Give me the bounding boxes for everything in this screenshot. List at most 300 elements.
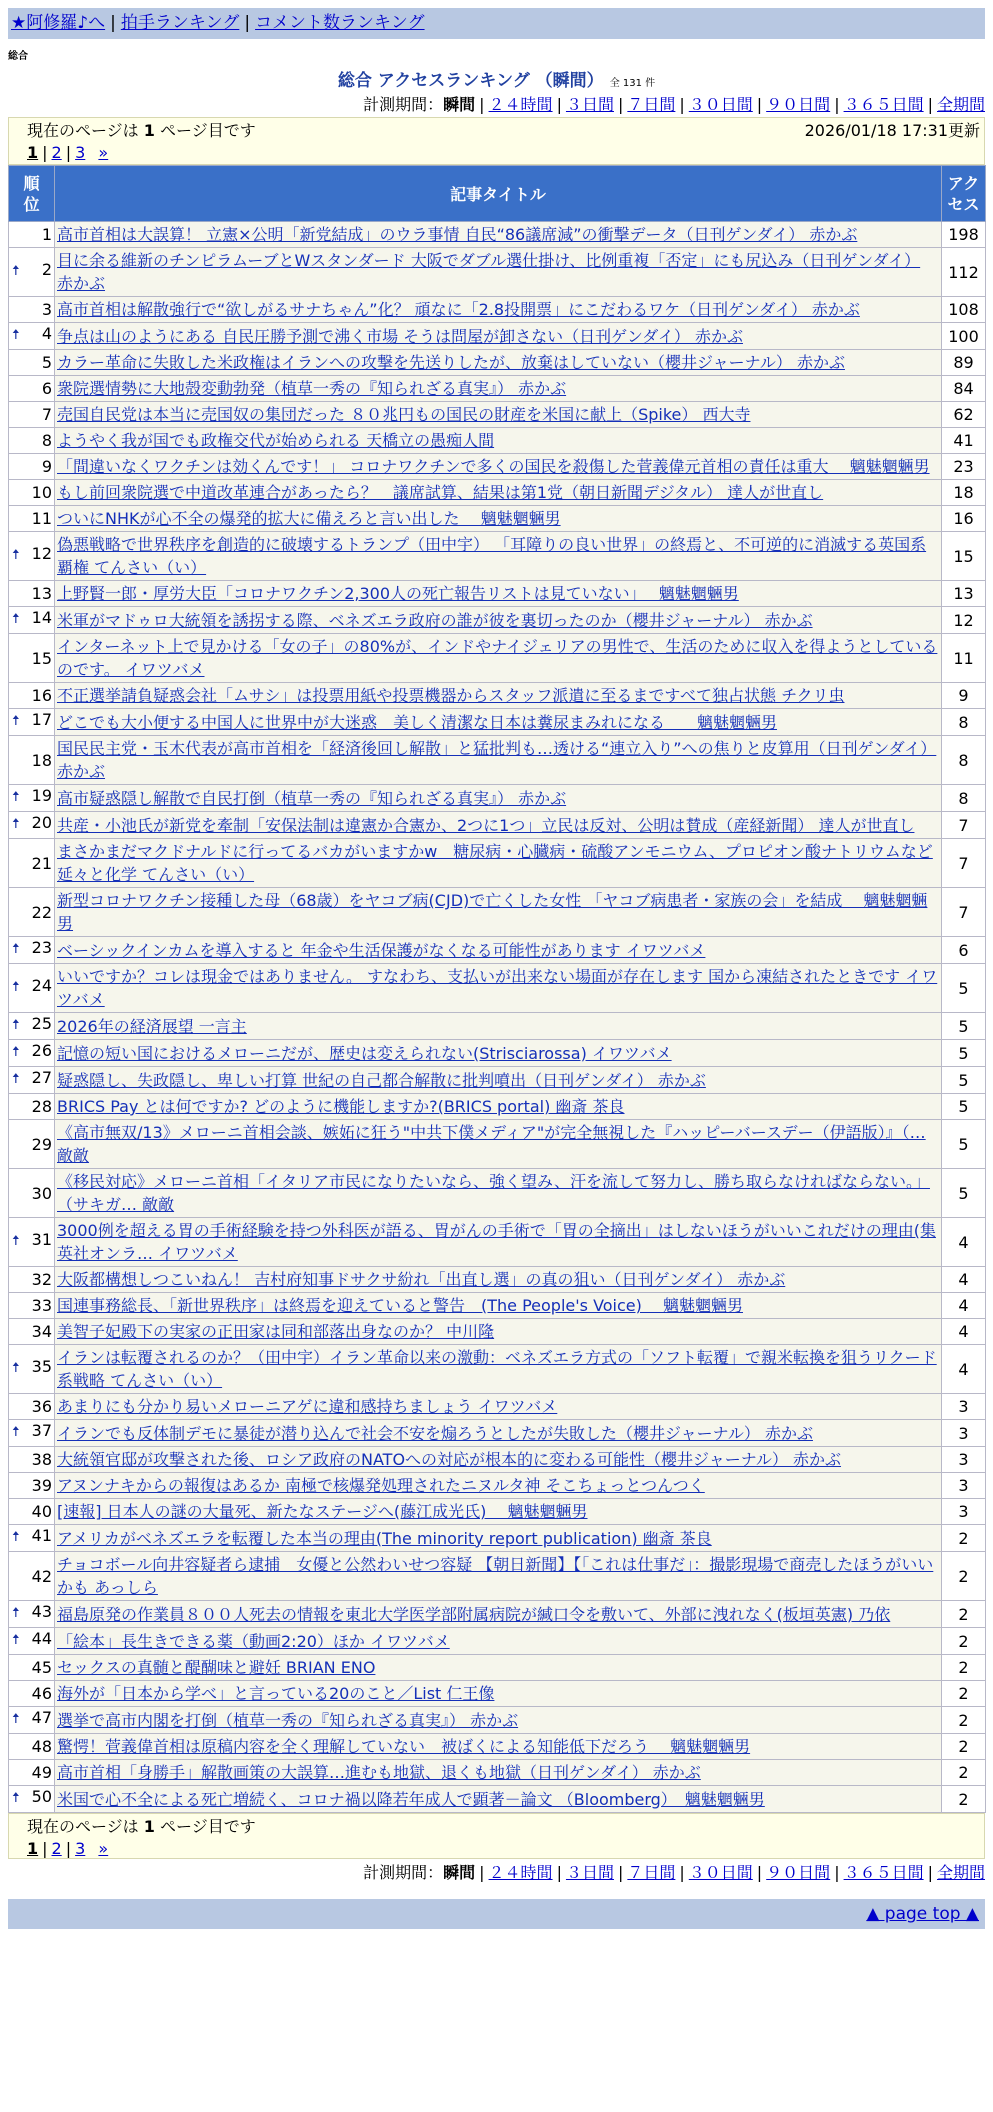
article-title-link[interactable]: 上野賢一郎・厚労大臣「コロナワクチン2,300人の死亡報告リストは見ていない」 魑魅魍魎男 [57, 584, 739, 603]
access-count: 4 [942, 1267, 986, 1293]
access-count: 7 [942, 888, 986, 937]
article-title-link[interactable]: 海外が「日本から学べ」と言っている20のこと／List 仁王像 [57, 1684, 495, 1703]
rank-number: 45 [31, 1658, 52, 1677]
rank-cell [9, 532, 55, 581]
rank-up-arrow-icon: 🠅 [12, 611, 20, 627]
rank-number: 31 [31, 1230, 52, 1249]
table-row [9, 1067, 986, 1094]
rank-cell [9, 607, 55, 634]
article-title-link[interactable]: 疑惑隠し、失政隠し、卑しい打算 世紀の自己都合解散に批判噴出（日刊ゲンダイ） 赤かぶ [57, 1070, 706, 1090]
article-title-link[interactable]: BRICS Pay とは何ですか? どのように機能しますか?(BRICS portal) 幽斎 茶良 [57, 1097, 625, 1116]
article-title-link[interactable]: 高市首相は大誤算！ 立憲×公明「新党結成」のウラ事情 自民“86議席減”の衝撃データ（日刊ゲンダイ） 赤かぶ [57, 225, 858, 244]
period-label: 計測期間： [363, 95, 444, 114]
rank-number: 26 [31, 1041, 52, 1060]
rank-up-arrow-icon: 🠅 [12, 1632, 20, 1648]
access-count: 4 [942, 1218, 986, 1267]
rank-cell [9, 812, 55, 839]
title-cell [55, 709, 942, 736]
rank-number: 29 [31, 1134, 52, 1154]
ranking-table [8, 165, 986, 1813]
rank-cell [9, 888, 55, 937]
article-title-link[interactable]: ようやく我が国でも政権交代が始められる 天橋立の愚痴人間 [57, 431, 495, 450]
access-count: 23 [942, 454, 986, 480]
rank-number: 47 [31, 1708, 52, 1727]
rank-number: 20 [31, 813, 52, 832]
access-count: 5 [942, 1040, 986, 1067]
rank-up-arrow-icon: 🠅 [12, 1044, 20, 1060]
rank-number: 32 [31, 1270, 52, 1289]
period-selector-top [8, 93, 985, 117]
rank-cell [9, 1013, 55, 1040]
rank-number: 6 [41, 379, 52, 398]
title-cell [55, 1760, 942, 1786]
table-row [9, 1681, 986, 1707]
rank-up-arrow-icon: 🠅 [12, 1424, 20, 1440]
period-separator: | [556, 95, 562, 114]
access-count: 5 [942, 964, 986, 1013]
title-cell [55, 683, 942, 709]
rank-up-arrow-icon: 🠅 [12, 1071, 20, 1087]
table-row [9, 402, 986, 428]
access-count: 2 [942, 1760, 986, 1786]
rank-number: 38 [31, 1450, 52, 1469]
rank-number: 33 [31, 1296, 52, 1315]
table-row [9, 1218, 986, 1267]
article-title-link[interactable]: 国民民主党・玉木代表が高市首相を「経済後回し解散」と猛批判も…透ける“連立入り”への焦りと皮算用（日刊ゲンダイ） 赤かぶ [57, 739, 937, 781]
rank-cell [9, 1734, 55, 1760]
title-cell [55, 506, 942, 532]
rank-cell [9, 297, 55, 323]
table-row [9, 1345, 986, 1394]
table-row [9, 1552, 986, 1601]
article-title-link[interactable]: 争点は山のようにある 自民圧勝予測で沸く市場 そうは問屋が卸さない（日刊ゲンダイ） 赤かぶ [57, 326, 743, 346]
period-separator: | [834, 1863, 840, 1882]
rank-number: 23 [31, 938, 52, 957]
rank-number: 44 [31, 1629, 52, 1648]
rank-cell [9, 1067, 55, 1094]
pager-separator: | [65, 143, 72, 162]
rank-number: 13 [31, 584, 52, 603]
period-separator: | [927, 1863, 933, 1882]
access-count: 2 [942, 1786, 986, 1813]
title-cell [55, 1120, 942, 1169]
article-title-link[interactable]: あまりにも分かり易いメローニアゲに違和感持ちましょう イワツバメ [57, 1397, 558, 1416]
rank-number: 18 [31, 750, 52, 770]
rank-number: 43 [31, 1602, 52, 1621]
article-title-link[interactable]: 目に余る維新のチンピラムーブとWスタンダード 大阪でダブル選仕掛け、比例重複「否定」にも尻込み（日刊ゲンダイ） 赤かぶ [57, 251, 921, 293]
rank-number: 3 [41, 300, 52, 319]
table-row [9, 1447, 986, 1473]
access-count: 7 [942, 812, 986, 839]
table-row [9, 297, 986, 323]
rank-cell [9, 1169, 55, 1218]
access-count: 13 [942, 581, 986, 607]
table-row [9, 323, 986, 350]
period-option-link[interactable]: ３６５日間 [843, 1863, 924, 1882]
period-option-link[interactable]: ３６５日間 [843, 95, 924, 114]
period-separator: | [556, 1863, 562, 1882]
clap-ranking-link[interactable]: 拍手ランキング [120, 13, 240, 33]
page-link[interactable]: 3 [75, 143, 86, 162]
rank-number: 1 [41, 225, 52, 244]
updated-timestamp: 2026/01/18 17:31更新 [804, 121, 980, 140]
article-title-link[interactable]: イランでも反体制デモに暴徒が潜り込んで社会不安を煽ろうとしたが失敗した（櫻井ジャーナル） 赤かぶ [57, 1423, 813, 1443]
table-row [9, 1786, 986, 1813]
rank-cell [9, 1394, 55, 1420]
access-count: 3 [942, 1394, 986, 1420]
rank-up-arrow-icon: 🠅 [12, 941, 20, 957]
page-title: 総合 アクセスランキング （瞬間） [337, 71, 604, 91]
article-title-link[interactable]: 美智子妃殿下の実家の正田家は同和部落出身なのか？ 中川隆 [57, 1322, 495, 1341]
rank-cell [9, 709, 55, 736]
page-link[interactable]: 2 [51, 1839, 62, 1858]
table-row [9, 350, 986, 376]
article-title-link[interactable]: いいですか？コレは現金ではありません。 すなわち、支払いが出来ない場面が存在します 国から凍結されたときです イワツバメ [57, 967, 938, 1009]
article-title-link[interactable]: 「絵本」長生きできる薬（動画2:20）ほか イワツバメ [57, 1631, 450, 1651]
article-title-link[interactable]: 《移民対応》メローニ首相「イタリア市民になりたいなら、強く望み、汗を流して努力し、勝ち取らなければならない。」（サキガ… 敵敵 [57, 1172, 930, 1214]
rank-number: 2 [41, 260, 52, 279]
access-count: 2 [942, 1707, 986, 1734]
period-separator: | [679, 1863, 685, 1882]
next-page-link[interactable]: » [98, 143, 109, 162]
period-separator: | [927, 95, 933, 114]
rank-number: 30 [31, 1183, 52, 1203]
nav-separator: | [110, 13, 116, 33]
table-row [9, 454, 986, 480]
article-title-link[interactable]: 高市首相は解散強行で“欲しがるサナちゃん”化？ 頑なに「2.8投開票」にこだわるワケ（日刊ゲンダイ） 赤かぶ [57, 300, 860, 319]
period-option-link[interactable]: ７日間 [627, 1863, 676, 1882]
period-separator: | [834, 95, 840, 114]
title-cell [55, 350, 942, 376]
period-option-link[interactable]: ２４時間 [488, 95, 553, 114]
rank-up-arrow-icon: 🠅 [12, 1605, 20, 1621]
access-count: 3 [942, 1447, 986, 1473]
access-count: 6 [942, 937, 986, 964]
rank-up-arrow-icon: 🠅 [12, 979, 20, 995]
title-cell [55, 964, 942, 1013]
period-separator: | [617, 1863, 624, 1882]
table-row [9, 1120, 986, 1169]
table-row [9, 376, 986, 402]
page-link[interactable]: 2 [51, 143, 62, 162]
period-label: 計測期間： [363, 1863, 444, 1882]
title-cell [55, 376, 942, 402]
current-page-text: 現在のページは 1 ページ目です [27, 121, 256, 140]
title-cell [55, 785, 942, 812]
rank-number: 7 [41, 405, 52, 424]
title-cell [55, 1707, 942, 1734]
rank-cell [9, 1786, 55, 1813]
access-count: 2 [942, 1628, 986, 1655]
rank-cell [9, 1040, 55, 1067]
rank-number: 39 [31, 1476, 52, 1495]
period-current: 瞬間 [443, 1863, 476, 1882]
rank-cell [9, 480, 55, 506]
access-count: 2 [942, 1681, 986, 1707]
period-selector-bottom [8, 1861, 985, 1885]
table-row [9, 222, 986, 248]
table-row [9, 1094, 986, 1120]
title-cell [55, 1040, 942, 1067]
rank-number: 34 [31, 1322, 52, 1341]
page-link[interactable]: 1 [27, 1839, 39, 1858]
title-cell [55, 323, 942, 350]
rank-cell [9, 454, 55, 480]
article-title-link[interactable]: もし前回衆院選で中道改革連合があったら？ 議席試算、結果は第1党（朝日新聞デジタル） 達人が世直し [57, 483, 824, 502]
table-row [9, 1473, 986, 1499]
period-option-link[interactable]: ９０日間 [766, 95, 831, 114]
rank-cell [9, 785, 55, 812]
rank-up-arrow-icon: 🠅 [12, 816, 20, 832]
rank-up-arrow-icon: 🠅 [12, 1790, 20, 1806]
access-count: 11 [942, 634, 986, 683]
title-cell [55, 1169, 942, 1218]
article-title-link[interactable]: 大統領官邸が攻撃された後、ロシア政府のNATOへの対応が根本的に変わる可能性（櫻井ジャーナル） 赤かぶ [57, 1450, 842, 1469]
title-cell [55, 1218, 942, 1267]
article-title-link[interactable]: 偽悪戦略で世界秩序を創造的に破壊するトランプ（田中宇） 「耳障りの良い世界」の終焉と、不可逆的に消滅する英国系覇権 てんさい（い） [57, 535, 927, 577]
rank-cell [9, 1552, 55, 1601]
title-cell [55, 581, 942, 607]
title-cell [55, 1420, 942, 1447]
access-count: 8 [942, 709, 986, 736]
article-title-link[interactable]: 《高市無双/13》メローニ首相会談、嫉妬に狂う"中共下僕メディア"が完全無視した『ハッピーバースデー（伊語版）』（… 敵敵 [57, 1123, 926, 1165]
access-count: 5 [942, 1169, 986, 1218]
article-title-link[interactable]: 大阪都構想しつこいねん！ 吉村府知事ドサクサ紛れ「出直し選」の真の狙い（日刊ゲンダイ） 赤かぶ [57, 1270, 786, 1289]
rank-cell [9, 1447, 55, 1473]
article-title-link[interactable]: 米軍がマドゥロ大統領を誘拐する際、ベネズエラ政府の誰が彼を裏切ったのか（櫻井ジャーナル） 赤かぶ [57, 610, 813, 630]
title-cell [55, 1601, 942, 1628]
rank-number: 46 [31, 1684, 52, 1703]
rank-cell [9, 1420, 55, 1447]
rank-number: 24 [31, 976, 52, 995]
article-title-link[interactable]: セックスの真髄と醍醐味と避妊 BRIAN ENO [57, 1658, 376, 1677]
access-count: 5 [942, 1120, 986, 1169]
title-cell [55, 1681, 942, 1707]
title-cell [55, 480, 942, 506]
title-cell [55, 1345, 942, 1394]
rank-up-arrow-icon: 🠅 [12, 1711, 20, 1727]
ranking-heading [8, 69, 985, 93]
pager-spacer [85, 143, 98, 162]
period-option-link[interactable]: ３０日間 [688, 1863, 753, 1882]
article-title-link[interactable]: 衆院選情勢に大地殻変動勃発（植草一秀の『知られざる真実』） 赤かぶ [57, 379, 567, 398]
access-count: 9 [942, 683, 986, 709]
article-title-link[interactable]: カラー革命に失敗した米政権はイランへの攻撃を先送りしたが、放棄はしていない（櫻井ジャーナル） 赤かぶ [57, 353, 845, 372]
title-cell [55, 1094, 942, 1120]
title-cell [55, 634, 942, 683]
period-option-link[interactable]: ３日間 [565, 95, 614, 114]
article-title-link[interactable]: 「間違いなくワクチンは効くんです！」 コロナワクチンで多くの国民を殺傷した菅義偉元首相の責任は重大 魑魅魍魎男 [57, 457, 930, 476]
article-title-link[interactable]: 福島原発の作業員８００人死去の情報を東北大学医学部附属病院が緘口令を敷いて、外部に洩れなく(板垣英憲) 乃依 [57, 1604, 891, 1624]
title-cell [55, 937, 942, 964]
table-row [9, 532, 986, 581]
title-cell [55, 1786, 942, 1813]
page [8, 8, 985, 1929]
rank-cell [9, 736, 55, 785]
page-link[interactable]: 1 [27, 143, 39, 162]
rank-number: 10 [31, 483, 52, 502]
rank-cell [9, 1094, 55, 1120]
table-row [9, 1319, 986, 1345]
article-title-link[interactable]: 2026年の経済展望 一言主 [57, 1016, 247, 1036]
period-current: 瞬間 [443, 95, 476, 114]
access-count: 2 [942, 1552, 986, 1601]
rank-cell [9, 1601, 55, 1628]
table-row [9, 1628, 986, 1655]
title-cell [55, 1447, 942, 1473]
access-count: 112 [942, 248, 986, 297]
article-title-link[interactable]: 選挙で高市内閣を打倒（植草一秀の『知られざる真実』） 赤かぶ [57, 1710, 519, 1730]
title-cell [55, 1319, 942, 1345]
table-row [9, 480, 986, 506]
page-top-link[interactable]: ▲ page top ▲ [866, 1904, 979, 1924]
access-count: 198 [942, 222, 986, 248]
table-row [9, 607, 986, 634]
table-row [9, 812, 986, 839]
article-title-link[interactable]: 記憶の短い国におけるメローニだが、歴史は変えられない(Strisciarossa) イワツバメ [57, 1043, 672, 1063]
title-cell [55, 1267, 942, 1293]
article-title-link[interactable]: 売国自民党は本当に売国奴の集団だった ８０兆円もの国民の財産を米国に献上（Spike） 西大寺 [57, 405, 751, 424]
rank-number: 35 [31, 1357, 52, 1376]
title-cell [55, 1655, 942, 1681]
table-row [9, 1293, 986, 1319]
rank-cell [9, 683, 55, 709]
rank-cell [9, 1655, 55, 1681]
article-title-link[interactable]: [速報] 日本人の謎の大量死、新たなステージへ(藤江成光氏) 魑魅魍魎男 [57, 1502, 588, 1521]
title-cell [55, 1734, 942, 1760]
article-title-link[interactable]: イランは転覆されるのか？（田中宇）イラン革命以来の激動：ベネズエラ方式の「ソフト転覆」で親米転換を狙うリクード系戦略 てんさい（い） [57, 1348, 937, 1390]
rank-number: 36 [31, 1397, 52, 1416]
title-cell [55, 888, 942, 937]
rank-up-arrow-icon: 🠅 [12, 1360, 20, 1376]
rank-number: 27 [31, 1068, 52, 1087]
article-title-link[interactable]: アメリカがベネズエラを転覆した本当の理由(The minority report publication) 幽斎 茶良 [57, 1528, 712, 1548]
rank-up-arrow-icon: 🠅 [12, 713, 20, 729]
period-separator: | [479, 1863, 485, 1882]
pager-separator: | [42, 143, 48, 162]
period-option-link[interactable]: 全期間 [936, 1863, 985, 1882]
article-title-link[interactable]: 国連事務総長、「新世界秩序」は終焉を迎えていると警告 (The People's Voice) 魑魅魍魎男 [57, 1296, 743, 1315]
pager-separator: | [42, 1839, 48, 1858]
period-option-link[interactable]: ３０日間 [688, 95, 753, 114]
rank-number: 5 [41, 353, 52, 372]
article-title-link[interactable]: 新型コロナワクチン接種した母（68歳）をヤコブ病(CJD)で亡くした女性 「ヤコブ病患者・家族の会」を結成 魑魅魍魎男 [57, 891, 928, 933]
comment-ranking-link[interactable]: コメント数ランキング [255, 13, 425, 33]
rank-cell [9, 350, 55, 376]
article-title-link[interactable]: 3000例を超える胃の手術経験を持つ外科医が語る、胃がんの手術で「胃の全摘出」はしないほうがいいこれだけの理由(集英社オンラ… イワツバメ [57, 1221, 936, 1263]
page-link[interactable]: 3 [75, 1839, 86, 1858]
article-title-link[interactable]: チョコボール向井容疑者ら逮捕 女優と公然わいせつ容疑 【朝日新聞】【「これは仕事だ」：撮影現場で商売したほうがいいかも あっしら [57, 1555, 934, 1597]
rank-cell [9, 1681, 55, 1707]
article-title-link[interactable]: ついにNHKが心不全の爆発的拡大に備えろと言い出した 魑魅魍魎男 [57, 509, 561, 528]
title-cell [55, 532, 942, 581]
home-link[interactable]: ★阿修羅♪へ [11, 13, 106, 33]
table-row [9, 1267, 986, 1293]
access-count: 4 [942, 1293, 986, 1319]
article-title-link[interactable]: 共産・小池氏が新党を牽制「安保法制は違憲か合憲か、2つに1つ」立民は反対、公明は賛成（産経新聞） 達人が世直し [57, 815, 915, 835]
article-title-link[interactable]: 高市疑惑隠し解散で自民打倒（植草一秀の『知られざる真実』） 赤かぶ [57, 788, 567, 808]
period-option-link[interactable]: ３日間 [565, 1863, 614, 1882]
table-row [9, 839, 986, 888]
pager-separator: | [65, 1839, 72, 1858]
count-header: アクセス [942, 166, 986, 222]
period-separator: | [756, 1863, 763, 1882]
rank-up-arrow-icon: 🠅 [12, 327, 20, 343]
title-cell [55, 1499, 942, 1525]
title-cell [55, 428, 942, 454]
period-separator: | [479, 95, 485, 114]
title-cell [55, 402, 942, 428]
title-cell [55, 222, 942, 248]
rank-cell [9, 581, 55, 607]
rank-cell [9, 1345, 55, 1394]
rank-cell [9, 1760, 55, 1786]
article-title-link[interactable]: ベーシックインカムを導入すると 年金や生活保護がなくなる可能性があります イワツバメ [57, 940, 706, 960]
rank-up-arrow-icon: 🠅 [12, 547, 20, 563]
rank-number: 17 [31, 710, 52, 729]
title-cell [55, 736, 942, 785]
rank-cell [9, 222, 55, 248]
article-title-link[interactable]: 米国で心不全による死亡増続く、コロナ禍以降若年成人で顕著－論文 （Bloomberg） 魑魅魍魎男 [57, 1789, 765, 1809]
pagination-top [27, 142, 978, 164]
table-row [9, 964, 986, 1013]
access-count: 41 [942, 428, 986, 454]
period-option-link[interactable]: ９０日間 [766, 1863, 831, 1882]
next-page-link[interactable]: » [98, 1839, 109, 1858]
rank-number: 42 [31, 1566, 52, 1586]
table-row [9, 709, 986, 736]
title-cell [55, 297, 942, 323]
table-row [9, 1707, 986, 1734]
rank-number: 40 [31, 1502, 52, 1521]
table-row [9, 1734, 986, 1760]
title-cell [55, 1013, 942, 1040]
table-row [9, 1655, 986, 1681]
rank-number: 25 [31, 1014, 52, 1033]
top-nav-bar [8, 8, 985, 39]
rank-cell [9, 1707, 55, 1734]
title-cell [55, 1525, 942, 1552]
article-title-link[interactable]: アヌンナキからの報復はあるか 南極で核爆発処理されたニヌルタ神 そこちょっとつんつく [57, 1476, 705, 1495]
access-count: 4 [942, 1345, 986, 1394]
title-cell [55, 454, 942, 480]
access-count: 89 [942, 350, 986, 376]
article-title-link[interactable]: 不正選挙請負疑惑会社「ムサシ」は投票用紙や投票機器からスタッフ派遣に至るまですべて独占状態 チクリ虫 [57, 686, 845, 705]
period-option-link[interactable]: 全期間 [936, 95, 985, 114]
footer-bar [8, 1899, 985, 1929]
title-cell [55, 607, 942, 634]
access-count: 16 [942, 506, 986, 532]
article-title-link[interactable]: まさかまだマクドナルドに行ってるバカがいますかw 糖尿病・心臓病・硫酸アンモニウム、プロピオン酸ナトリウムなど延々と化学 てんさい（い） [57, 842, 933, 884]
table-row [9, 428, 986, 454]
access-count: 3 [942, 1473, 986, 1499]
table-row [9, 937, 986, 964]
table-row [9, 1760, 986, 1786]
rank-cell [9, 402, 55, 428]
table-row [9, 581, 986, 607]
title-header: 記事タイトル [55, 166, 942, 222]
access-count: 8 [942, 785, 986, 812]
period-option-link[interactable]: ７日間 [627, 95, 676, 114]
table-row [9, 1169, 986, 1218]
article-title-link[interactable]: インターネット上で見かける「女の子」の80%が、インドやナイジェリアの男性で、生活のために収入を得ようとしているのです。 イワツバメ [57, 637, 938, 679]
article-title-link[interactable]: どこでも大小便する中国人に世界中が大迷惑 美しく清潔な日本は糞尿まみれになる 魑魅魍魎男 [57, 712, 778, 732]
article-title-link[interactable]: 高市首相「身勝手」解散画策の大誤算…進むも地獄、退くも地獄（日刊ゲンダイ） 赤かぶ [57, 1763, 701, 1782]
rank-up-arrow-icon: 🠅 [12, 1233, 20, 1249]
period-option-link[interactable]: ２４時間 [488, 1863, 553, 1882]
article-title-link[interactable]: 驚愕！菅義偉首相は原稿内容を全く理解していない 被ばくによる知能低下だろう 魑魅魍魎男 [57, 1737, 751, 1756]
page-info-bottom [8, 1813, 985, 1859]
